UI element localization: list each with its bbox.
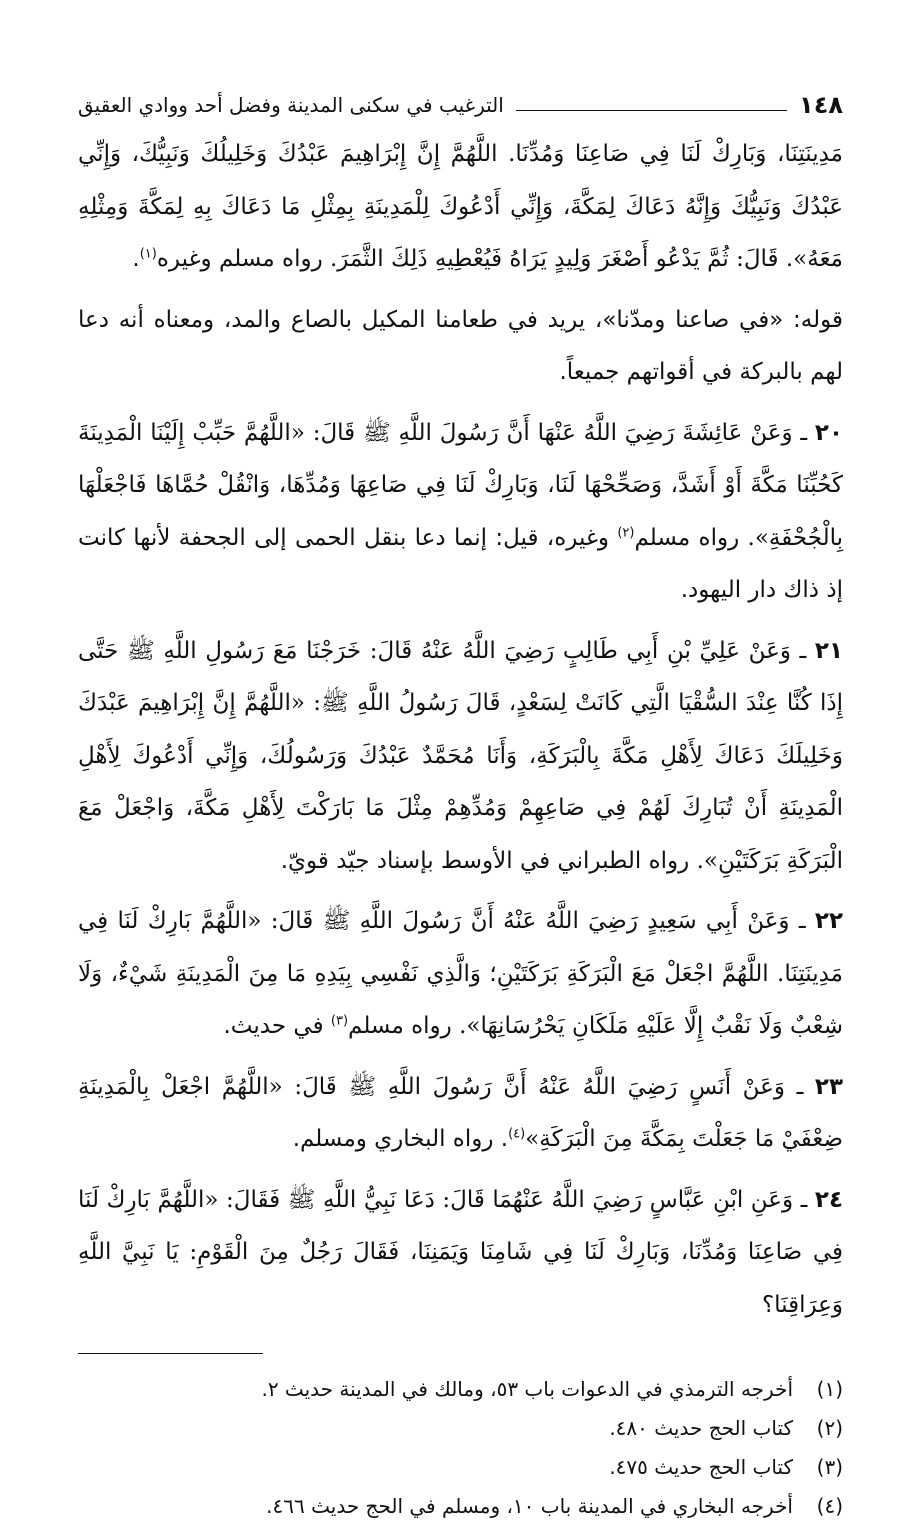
trailing-text: في حديث. [223, 1013, 331, 1039]
header-rule [516, 110, 787, 111]
footnote-number: (٣) [816, 1455, 843, 1479]
source-text: رواه الطبراني في الأوسط بإسناد جيّد قويّ. [280, 847, 697, 874]
footnote-text: أخرجه الترمذي في الدعوات باب ٥٣، ومالك في المدينة حديث ٢. [261, 1377, 793, 1401]
page-number: ١٤٨ [799, 91, 843, 119]
hadith-number: ٢١ [814, 637, 843, 664]
footnote-ref: (١) [139, 246, 157, 262]
footnote-separator [78, 1353, 263, 1354]
paragraph-hadith-21 [78, 625, 843, 888]
footnote-item [78, 1448, 843, 1487]
hadith-number: ٢٣ [814, 1073, 843, 1100]
number-dash: ـ [790, 637, 815, 664]
footnote-ref: (٢) [617, 524, 635, 540]
footnote-item [78, 1409, 843, 1448]
hadith-number: ٢٠ [814, 419, 843, 446]
footnote-number: (١) [816, 1377, 843, 1401]
number-dash: ـ [792, 419, 815, 446]
main-text [78, 128, 843, 1331]
footnote-number: (٢) [816, 1416, 843, 1440]
hadith-text: وَعَنْ عَائِشَةَ رَضِيَ اللَّهُ عَنْهَا أَنَّ رَسُولَ اللَّهِ ﷺ قَالَ: «اللَّهُمَّ حَبِّبْ إِلَيْنَا الْمَدِينَةَ كَحُبِّنَا مَكَّةَ أَوْ أَشَدَّ، وَصَحِّحْهَا لَنَا، وَبَارِكْ لَنَا فِي صَاعِهَا وَمُدِّهَا، وَانْقُلْ حُمَّاهَا فَاجْعَلْهَا بِالْجُحْفَةِ». [78, 419, 843, 551]
source-text: رواه مسلم [348, 1013, 460, 1039]
footnote-ref: (٣) [330, 1013, 349, 1029]
hadith-number: ٢٢ [814, 908, 843, 934]
hadith-text: وَعَنِ ابْنِ عَبَّاسٍ رَضِيَ اللَّهُ عَنْهُمَا قَالَ: دَعَا نَبِيُّ اللَّهِ ﷺ فَقَالَ: «اللَّهُمَّ بَارِكْ لَنَا فِي صَاعِنَا وَمُدِّنَا، وَبَارِكْ لَنَا فِي شَامِنَا وَيَمَنِنَا، فَقَالَ رَجُلٌ مِنَ الْقَوْمِ: يَا نَبِيَّ اللَّهِ وَعِرَاقِنَا؟ [78, 1186, 843, 1318]
footnote-number: (٤) [816, 1494, 843, 1518]
running-title: الترغيب في سكنى المدينة وفضل أحد ووادي العقيق [78, 93, 504, 117]
hadith-text: وَعَنْ عَلِيِّ بْنِ أَبِي طَالِبٍ رَضِيَ اللَّهُ عَنْهُ قَالَ: خَرَجْنَا مَعَ رَسُولِ اللَّهِ ﷺ حَتَّى إِذَا كُنَّا عِنْدَ السُّقْيَا الَّتِي كَانَتْ لِسَعْدٍ، قَالَ رَسُولُ اللَّهِ ﷺ: «اللَّهُمَّ إِنَّ إِبْرَاهِيمَ عَبْدَكَ وَخَلِيلَكَ دَعَاكَ لِأَهْلِ مَكَّةَ بِالْبَرَكَةِ، وَأَنَا مُحَمَّدٌ عَبْدُكَ وَرَسُولُكَ، وَإِنِّي أَدْعُوكَ لِأَهْلِ الْمَدِينَةِ أَنْ تُبَارِكَ لَهُمْ فِي صَاعِهِمْ وَمُدِّهِمْ مِثْلَ مَا بَارَكْتَ لِأَهْلِ مَكَّةَ، وَاجْعَلْ مَعَ الْبَرَكَةِ بَرَكَتَيْنِ». [78, 637, 843, 874]
trailing-text: وغيره، قيل: إنما دعا بنقل الحمى إلى الجحفة لأنها كانت إذ ذاك دار اليهود. [78, 524, 843, 603]
paragraph-hadith-20 [78, 407, 843, 617]
footnote-ref: (٤) [508, 1126, 526, 1142]
paragraph-commentary [78, 294, 843, 399]
source-text: رواه مسلم [634, 524, 748, 551]
page-header [78, 88, 843, 122]
footnote-item [78, 1487, 843, 1526]
footnote-item [78, 1370, 843, 1409]
number-dash: ـ [785, 1073, 815, 1100]
commentary-text: قوله: «في صاعنا ومدّنا»، يريد في طعامنا المكيل بالصاع والمد، ومعناه أنه دعا لهم بالبركة في أقواتهم جميعاً. [78, 306, 843, 385]
number-dash: ـ [793, 1186, 815, 1213]
source-text: رواه مسلم وغيره [156, 246, 330, 272]
hadith-text: وَعَنْ أَنَسٍ رَضِيَ اللَّهُ عَنْهُ أَنَّ رَسُولَ اللَّهِ ﷺ قَالَ: «اللَّهُمَّ اجْعَلْ بِالْمَدِينَةِ ضِعْفَيْ مَا جَعَلْتَ بِمَكَّةَ مِنَ الْبَرَكَةِ» [78, 1073, 843, 1152]
paragraph-hadith-24 [78, 1174, 843, 1332]
hadith-number: ٢٤ [814, 1186, 843, 1213]
trailing-text: . [132, 246, 140, 272]
footnote-text: كتاب الحج حديث ٤٨٠. [609, 1416, 793, 1440]
number-dash: ـ [789, 908, 815, 934]
paragraph-continued [78, 128, 843, 286]
footnote-text: كتاب الحج حديث ٤٧٥. [609, 1455, 793, 1479]
trailing-text: . رواه البخاري ومسلم. [292, 1126, 509, 1152]
footnote-text: أخرجه البخاري في المدينة باب ١٠، ومسلم في الحج حديث ٤٦٦. [266, 1494, 793, 1518]
paragraph-hadith-22 [78, 895, 843, 1053]
footnotes [78, 1370, 843, 1526]
hadith-text: وَعَنْ أَبِي سَعِيدٍ رَضِيَ اللَّهُ عَنْهُ أَنَّ رَسُولَ اللَّهِ ﷺ قَالَ: «اللَّهُمَّ بَارِكْ لَنَا فِي مَدِينَتِنَا. اللَّهُمَّ اجْعَلْ مَعَ الْبَرَكَةِ بَرَكَتَيْنِ؛ وَالَّذِي نَفْسِي بِيَدِهِ مَا مِنَ الْمَدِينَةِ شَيْءٌ، وَلَا شِعْبٌ وَلَا نَقْبٌ إِلَّا عَلَيْهِ مَلَكَانِ يَحْرُسَانِهَا». [78, 908, 843, 1039]
hadith-text: مَدِينَتِنَا، وَبَارِكْ لَنَا فِي صَاعِنَا وَمُدِّنَا. اللَّهُمَّ إِنَّ إِبْرَاهِيمَ عَبْدُكَ وَخَلِيلُكَ وَنَبِيُّكَ، وَإِنِّي عَبْدُكَ وَنَبِيُّكَ وَإِنَّهُ دَعَاكَ لِمَكَّةَ، وَإِنِّي أَدْعُوكَ لِلْمَدِينَةِ بِمِثْلِ مَا دَعَاكَ بِهِ لِمَكَّةَ وَمِثْلِهِ مَعَهُ». قَالَ: ثُمَّ يَدْعُو أَصْغَرَ وَلِيدٍ يَرَاهُ فَيُعْطِيهِ ذَلِكَ الثَّمَرَ. [78, 141, 843, 272]
paragraph-hadith-23 [78, 1061, 843, 1166]
